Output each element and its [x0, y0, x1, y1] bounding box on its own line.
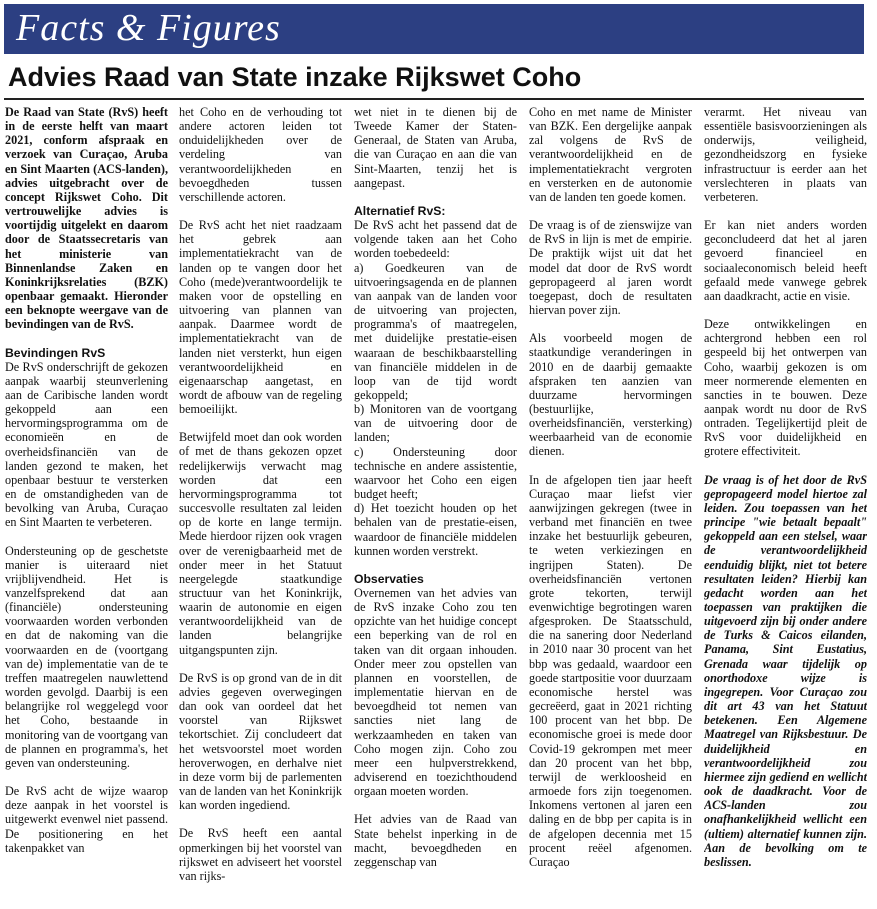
- headline-divider: [4, 98, 864, 100]
- article-column-4: [529, 105, 692, 905]
- paragraph: Coho en met name de Minister van BZK. Een dergelijke aanpak zal volgens de RvS de verantwoordelijkheid en de implementatiekracht vergroten en versterken en de autonomie van de landen ten goede komen.: [529, 105, 692, 204]
- lead-paragraph: De Raad van State (RvS) heeft in de eerste helft van maart 2021, conform afspraak en verzoek van Curaçao, Aruba en Sint Maarten (ACS-landen), advies uitgebracht over de concept Rijkswet Coho. Dit vertrouwelijke advies is voortijdig uitgelekt en daarom door de Staatssecretaris van het ministerie van Binnenlandse Zaken en Koninkrijksrelaties (BZK) openbaar gemaakt. Hieronder een beknopte weergave van de bevindingen van de RvS.: [5, 105, 168, 332]
- subheading-alternatief: Alternatief RvS:: [354, 203, 446, 218]
- subheading-observaties: Observaties: [354, 571, 424, 586]
- paragraph: De RvS acht de wijze waarop deze aanpak in het voorstel is uitgewerkt evenwel niet passend. De positionering en het takenpakket van: [5, 784, 168, 855]
- paragraph: De RvS is op grond van de in dit advies gegeven overwegingen dan ook van oordeel dat het voorstel van Rijkswet tekortschiet. Zij concludeert dat het wetsvoorstel moet worden heroverwogen, en derhalve niet in deze vorm bij de parlementen van de landen van het Koninkrijk kan worden ingediend.: [179, 670, 342, 813]
- paragraph: De RvS acht het passend dat de volgende taken aan het Coho worden toebedeeld:: [354, 218, 517, 261]
- paragraph: De RvS onderschrijft de gekozen aanpak waarbij steunverlening aan de Caribische landen wordt gekoppeld aan een hervormingsprogramma om de economieën en de overheidsfinanciën van de landen gezond te maken, het openbaar bestuur te versterken en de omstandigheden van de bevolking van Aruba, Curaçao en Sint Maarten te verbeteren.: [5, 359, 168, 530]
- paragraph: De RvS acht het niet raadzaam het gebrek aan implementatiekracht van de landen op te vangen door het Coho (mede)verantwoordelijk te maken voor de opstelling en uitvoering van plannen van aanpak. Daarmee wordt de implementatiekracht van de landen niet versterkt, hun eigen verantwoordelijkheid en eigenaarschap aangetast, en wordt de afbouw van de regeling bemoeilijkt.: [179, 218, 342, 417]
- list-item: a) Goedkeuren van de uitvoeringsagenda en de plannen van aanpak van de landen voor de uitvoering van projecten, programma's of maatregelen, met duidelijke prestatie-eisen waaraan de beschikbaarstelling van financiële middelen in de loop van de tijd wordt gekoppeld;: [354, 260, 517, 402]
- paragraph: Overnemen van het advies van de RvS inzake Coho zou ten opzichte van het huidige concept een beperking van de rol en taken van dit orgaan inhouden. Onder meer zou opstellen van plannen en voorstellen, de implementatie hiervan en de bevoegdheid tot nemen van sancties niet lang de werkzaamheden en taken van Coho mogen zijn. Coho zou meer een hulpverstrekkend, adviserend en toezichthoudend orgaan moeten worden.: [354, 586, 517, 799]
- list-item: b) Monitoren van de voortgang van de uitvoering door de landen;: [354, 402, 517, 445]
- paragraph: De vraag is of de zienswijze van de RvS in lijn is met de empirie. De praktijk wijst uit dat het model dat door de RvS wordt gepropageerd al jaren wordt toegepast, doch de resultaten hiervan pover zijn.: [529, 218, 692, 318]
- paragraph: het Coho en de verhouding tot andere actoren leiden tot onduidelijkheden over de verdeling van verantwoordelijkheden en bevoegdheden tussen verschillende actoren.: [179, 105, 342, 204]
- conclusion-paragraph: De vraag is of het door de RvS gepropageerd model hiertoe zal leiden. Zou toepassen van het principe "wie betaalt bepaalt" gekoppeld aan een stelsel, waar de verantwoordelijkheid eenduidig blijkt, niet tot betere resultaten leiden? Hierbij kan gedacht worden aan het toepassen van praktijken die uitgevoerd zijn bij onder andere de Turks & Caicos eilanden, Panama, Sint Eustatius, Grenada waar tijdelijk op onorthodoxe wijze is ingegrepen. Voor Curaçao zou dit art 43 van het Statuut betekenen. Een Algemene Maatregel van Rijksbestuur. De duidelijkheid en verantwoordelijkheid zou hiermee zijn gediend en wellicht ook de daadkracht. Voor de ACS-landen zou onafhankelijkheid wellicht een (ultiem) alternatief kunnen zijn. Aan de bevolking om te beslissen.: [704, 472, 867, 869]
- paragraph: In de afgelopen tien jaar heeft Curaçao maar liefst vier aanwijzingen gekregen (twee in verband met financiën en twee inzake het bestuurlijk gebeuren, te weten verkiezingen en ingrijpen Staten). De overheidsfinanciën vertonen grote tekorten, terwijl evenwichtige begrotingen waren afgesproken. De Staatsschuld, die na sanering door Nederland in 2010 naar 30 procent van het bbp was gedaald, waardoor een goede startpositie voor duurzaam economische herstel was gecreëerd, gaat in 2021 richting 100 procent van het bbp. De economische groei is mede door Covid-19 gekrompen met meer dan 20 procent van het bbp, terwijl de werkloosheid en armoede fors zijn toegenomen. Inkomens vertonen al jaren een daling en de bbp per capita is in de afgelopen decennia met 15 procent reëel afgenomen. Curaçao: [529, 472, 692, 869]
- article-column-2: [179, 105, 342, 905]
- subheading-bevindingen: Bevindingen RvS: [5, 345, 106, 360]
- paragraph: Als voorbeeld mogen de staatkundige veranderingen in 2010 en de daarbij gemaakte afspraken ten aanzien van duurzame hervormingen (bestuurlijke, overheidsfinanciën, versterking) weerbaarheid van de economie dienen.: [529, 331, 692, 459]
- article-column-1: [5, 105, 168, 905]
- paragraph: Ondersteuning op de geschetste manier is uiteraard niet vrijblijvendheid. Het is vanzelfsprekend dat aan (financiële) ondersteuning voorwaarden worden verbonden en dat de nakoming van die voorwaarden en de (voortgang van de) implementatie van de te treffen maatregelen nauwlettend worden gevolgd. Daarbij is een belangrijke rol weggelegd voor het Coho, bestaande in monitoring van de voortgang van de plannen en programma's, het geven van ondersteuning.: [5, 543, 168, 770]
- paragraph: wet niet in te dienen bij de Tweede Kamer der Staten-Generaal, de Staten van Aruba, die van Curaçao en aan die van Sint-Maarten, tenzij het is aangepast.: [354, 105, 517, 190]
- paragraph: De RvS heeft een aantal opmerkingen bij het voorstel van rijkswet en adviseert het voorstel van rijks-: [179, 826, 342, 883]
- list-item: d) Het toezicht houden op het behalen van de prestatie-eisen, waardoor de financiële middelen kunnen worden verstrekt.: [354, 501, 517, 558]
- article-headline: Advies Raad van State inzake Rijkswet Coho: [8, 62, 582, 92]
- paragraph: Deze ontwikkelingen en achtergrond hebben een rol gespeeld bij het ontwerpen van Coho, waarbij gekozen is om meer normerende elementen en sancties in te bouwen. Deze aanpak wordt nu door de RvS ontraden. Tegelijkertijd pleit de RvS voor duidelijkheid en grotere effectiviteit.: [704, 317, 867, 459]
- list-item: c) Ondersteuning door technische en andere assistentie, waarvoor het Coho een eigen budget heeft;: [354, 444, 517, 502]
- paragraph: Betwijfeld moet dan ook worden of met de thans gekozen opzet redelijkerwijs verwacht mag worden dat een hervormingsprogramma tot succesvolle resultaten zal leiden op de korte en lange termijn. Mede hierdoor rijzen ook vragen over de verenigbaarheid met de onder meer in het Statuut neergelegde staatkundige structuur van het Koninkrijk, waarin de autonomie en eigen verantwoordelijkheid van de landen belangrijke uitgangspunten zijn.: [179, 430, 342, 657]
- section-title: Facts & Figures: [16, 7, 281, 49]
- section-banner: [4, 4, 864, 54]
- article-column-3: [354, 105, 517, 905]
- paragraph: Het advies van de Raad van State behelst inperking in de macht, bevoegdheden en zeggenschap van: [354, 812, 517, 869]
- paragraph: verarmt. Het niveau van essentiële basisvoorzieningen als onderwijs, veiligheid, gezondheidszorg en fysieke infrastructuur is eerder aan het verslechteren in plaats van verbeteren.: [704, 105, 867, 204]
- article-column-5: [704, 105, 867, 905]
- paragraph: Er kan niet anders worden geconcludeerd dat het al jaren gevoerd financieel en sociaaleconomisch beleid heeft gefaald mede vanwege gebrek aan daadkracht, actie en visie.: [704, 218, 867, 303]
